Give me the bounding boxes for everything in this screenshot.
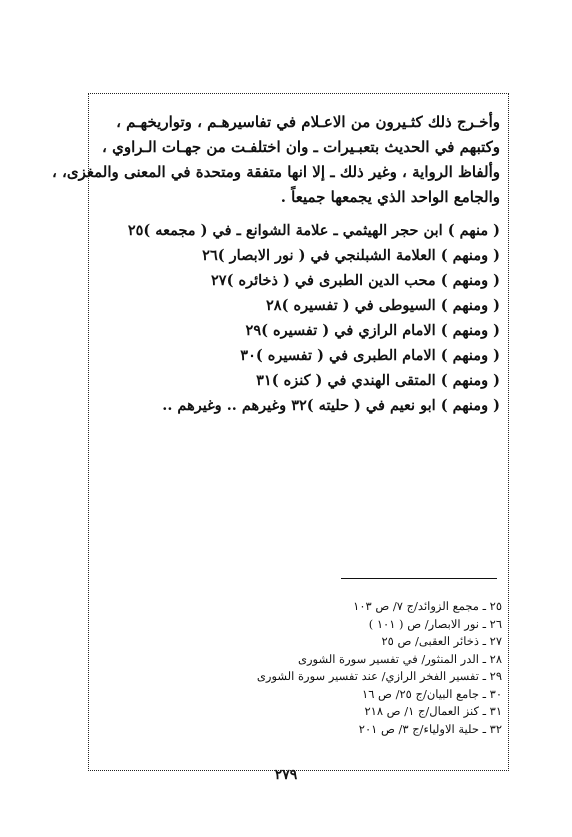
footnote-divider (341, 578, 497, 579)
footnote-item: ٢٧ ـ ذخائر العقبى/ ص ٢٥ (381, 634, 502, 648)
citation-list (104, 218, 500, 418)
citation-item: ( ومنهم ) السيوطى في ( تفسيره )٢٨ (265, 297, 500, 314)
page-number: ٢٧٩ (274, 767, 298, 783)
footnote-item: ٢٨ ـ الدر المنثور/ في تفسير سورة الشورى (297, 651, 502, 666)
citation-item: ( ومنهم ) العلامة الشبلنجي في ( نور الابصار )٢٦ (202, 247, 500, 264)
citation-item: ( منهم ) ابن حجر الهيثمي ـ علامة الشوانع ـ في ( مجمعه )٢٥ (127, 222, 500, 239)
footnote-item: ٣٢ ـ حلية الاولياء/ج ٣/ ص ٢٠١ (358, 721, 502, 736)
footnote-item: ٣١ ـ كنز العمال/ج ١/ ص ٢١٨ (364, 704, 502, 718)
footnote-item: ٢٥ ـ مجمع الزوائد/ج ٧/ ص ١٠٣ (353, 599, 502, 613)
footnote-item: ٣٠ ـ جامع البيان/ج ٢٥/ ص ١٦ (362, 686, 502, 701)
intro-paragraph (51, 110, 500, 210)
citation-item: ( ومنهم ) محب الدين الطبرى في ( ذخائره )٢٧ (211, 272, 500, 289)
paragraph-line: وألفاظ الرواية ، وغير ذلك ـ إلا انها متفقة ومتحدة في المعنى والمغزى، ، (51, 163, 500, 181)
paragraph-line: وكتبهم في الحديث بتعبـيرات ـ وان اختلفـت من جهـات الـراوي ، (102, 138, 500, 156)
footnote-item: ٢٩ ـ تفسير الفخر الرازي/ عند تفسير سورة الشورى (256, 669, 502, 683)
paragraph-line: والجامع الواحد الذي يجمعها جميعاً . (280, 188, 500, 206)
footnote-list (120, 598, 502, 738)
citation-item: ( ومنهم ) الامام الطبرى في ( تفسيره )٣٠ (240, 347, 500, 364)
citation-item: ( ومنهم ) الامام الرازي في ( تفسيره )٢٩ (245, 322, 500, 339)
citation-item: ( ومنهم ) ابو نعيم في ( حليته )٣٢ وغيرهم .. وغيرهم .. (162, 397, 500, 414)
citation-item: ( ومنهم ) المتقى الهندي في ( كنزه )٣١ (256, 372, 500, 389)
footnote-item: ٢٦ ـ نور الابصار/ ص ( ١٠١ ) (368, 616, 502, 631)
paragraph-line: وأخـرج ذلك كثـيرون من الاعـلام في تفاسيرهـم ، وتواريخهـم ، (116, 113, 500, 131)
main-text (51, 110, 500, 418)
